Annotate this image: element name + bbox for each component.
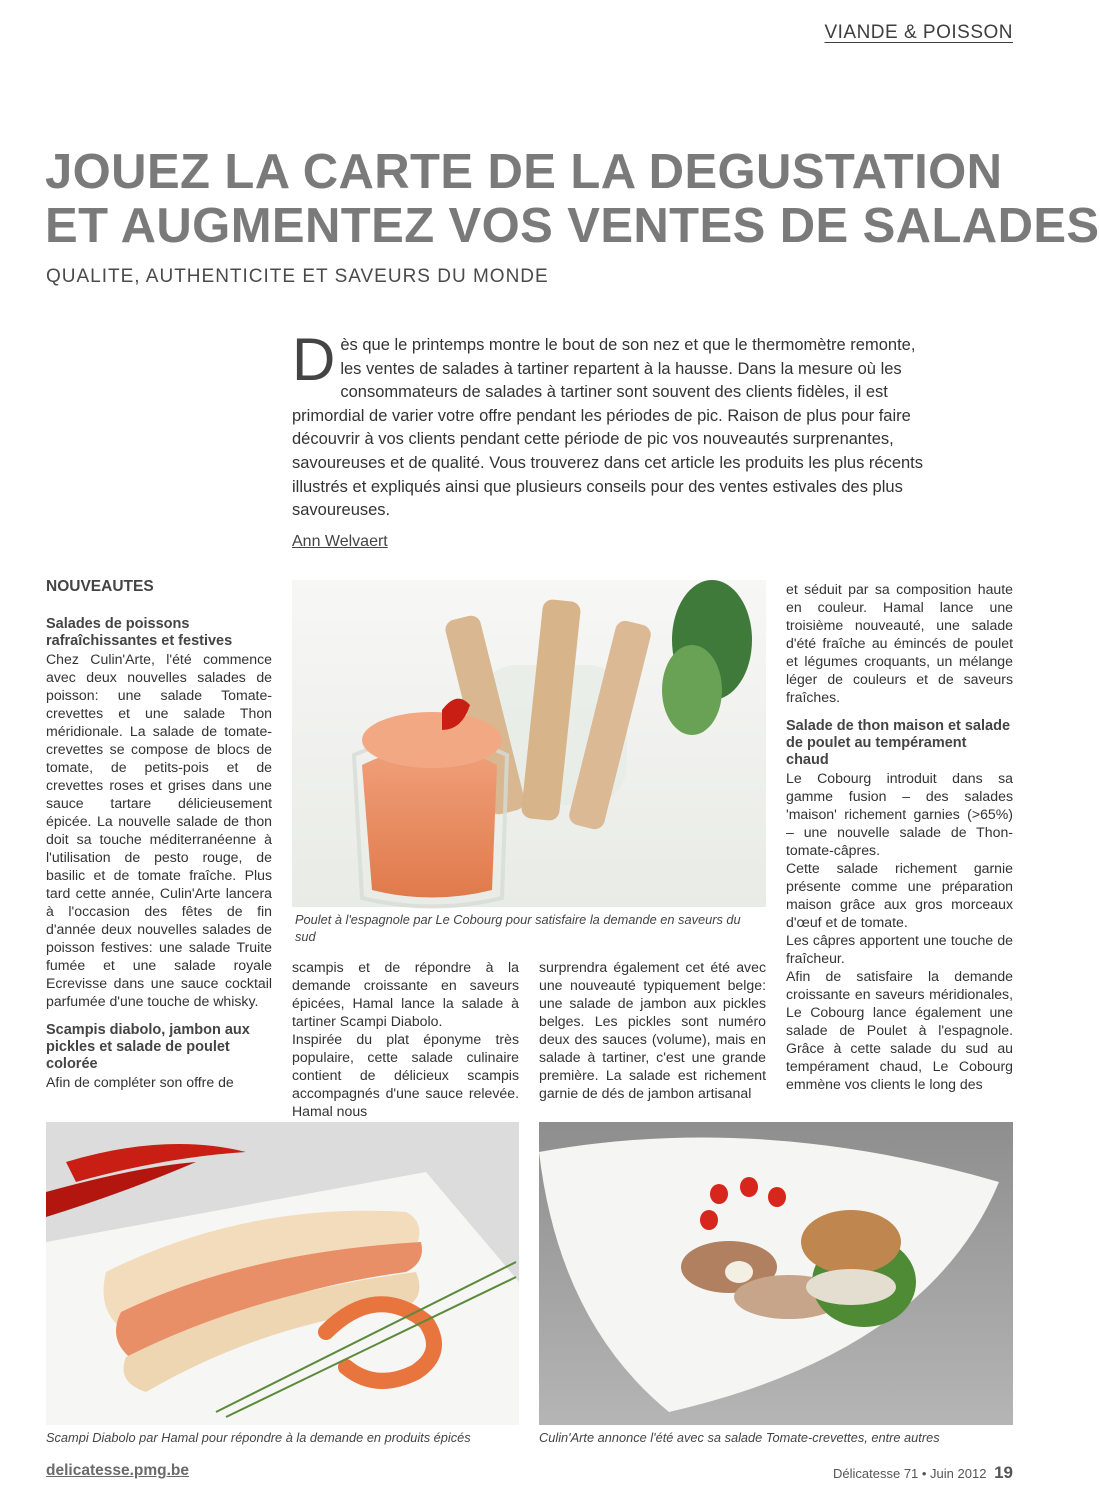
- paragraph: Inspirée du plat éponyme très populaire, cette salade culinaire contient de délicieux scampis accompagnés d'une sauce relevée. Hamal nous: [292, 1031, 519, 1119]
- paragraph: scampis et de répondre à la demande croissante en saveurs épicées, Hamal lance la salade à tartiner Scampi Diabolo.: [292, 959, 519, 1029]
- headline-line-1: JOUEZ LA CARTE DE LA DEGUSTATION: [45, 145, 1003, 199]
- column-4: [786, 580, 1013, 1104]
- caption-photo-top: Poulet à l'espagnole par Le Cobourg pour satisfaire la demande en saveurs du sud: [295, 912, 741, 944]
- subheading-scampis: Scampis diabolo, jambon aux pickles et salade de poulet colorée: [46, 1022, 250, 1072]
- caption-photo-bottom-right: Culin'Arte annonce l'été avec sa salade Tomate-crevettes, entre autres: [539, 1430, 940, 1445]
- column-3: [539, 958, 766, 1104]
- intro-text: ès que le printemps montre le bout de son nez et que le thermomètre remonte, les ventes de salades à tartiner repartent à la hausse. Dans la mesure où les consommateurs de salades à tartiner sont souvent des clients fidèles, il est primordial de varier votre offre pendant les périodes de pic. Raison de plus pour faire découvrir à vos clients pendant cette période de pic vos nouveautés surprenantes, savoureuses et de qualité. Vous trouverez dans cet article les produits les plus récents illustrés et expliqués ainsi que plusieurs conseils pour des ventes estivales des plus savoureuses.: [292, 336, 924, 520]
- paragraph: Cette salade richement garnie présente comme une préparation maison grâce aux gros morceaux d'œuf et de tomate.: [786, 860, 1013, 930]
- drop-cap: D: [292, 326, 336, 393]
- subheading-fish-salads: Salades de poissons rafraîchissantes et festives: [46, 616, 233, 649]
- column-1: [46, 578, 272, 1104]
- paragraph: et séduit par sa composition haute en couleur. Hamal lance une troisième nouveauté, une salade d'été fraîche au émincés de poulet et légumes croquants, un mélange léger de couleurs et de saveurs fraîches.: [786, 581, 1013, 705]
- photo-poulet-espagnole: [292, 580, 766, 907]
- photo-tomate-crevettes: [539, 1122, 1013, 1425]
- page-number: 19: [994, 1463, 1013, 1482]
- paragraph: Les câpres apportent une touche de fraîcheur.: [786, 932, 1013, 966]
- subheadline: QUALITE, AUTHENTICITE ET SAVEURS DU MONDE: [46, 266, 549, 287]
- footer-issue: Délicatesse 71 • Juin 2012: [833, 1466, 987, 1481]
- paragraph: surprendra également cet été avec une nouveauté typiquement belge: une salade de jambon aux pickles belges. Les pickles sont numéro deux des sauces (volume), mais en salade à tartiner, c'est une grande première. La salade est richement garnie de dés de jambon artisanal: [539, 959, 766, 1101]
- photo-scampi-diabolo-illustration: [46, 1122, 519, 1425]
- photo-tomate-crevettes-illustration: [539, 1122, 1013, 1425]
- intro-paragraph: [292, 326, 932, 523]
- section-tag: VIANDE & POISSON: [824, 22, 1013, 43]
- footer-website-link[interactable]: delicatesse.pmg.be: [46, 1462, 190, 1479]
- paragraph: Afin de compléter son offre de: [46, 1074, 234, 1090]
- caption-photo-bottom-left: Scampi Diabolo par Hamal pour répondre à la demande en produits épicés: [46, 1430, 471, 1445]
- photo-scampi-diabolo: [46, 1122, 519, 1425]
- column-2: [292, 958, 519, 1119]
- headline: [45, 145, 1100, 253]
- paragraph: Le Cobourg introduit dans sa gamme fusion – des salades 'maison' richement garnies (>65%) – une nouvelle salade de Thon-tomate-câpres.: [786, 770, 1013, 858]
- headline-line-2: ET AUGMENTEZ VOS VENTES DE SALADES: [45, 199, 1100, 253]
- subheading-thon-poulet: Salade de thon maison et salade de poulet au tempérament chaud: [786, 718, 1011, 768]
- author-byline[interactable]: Ann Welvaert: [292, 533, 388, 550]
- section-heading: NOUVEAUTES: [46, 578, 154, 595]
- paragraph: Chez Culin'Arte, l'été commence avec deux nouvelles salades de poisson: une salade Tomate-crevettes et une salade Thon méridionale. La salade de tomate-crevettes se compose de blocs de tomate, de petits-pois et de crevettes roses et grises dans une sauce tartare délicieusement épicée. La nouvelle salade de thon doit sa touche méditerranéenne à l'utilisation de pesto rouge, de basilic et de tomate fraîche. Plus tard cette année, Culin'Arte lancera à l'occasion des fêtes de fin d'année deux nouvelles salades de poisson festives: une salade Truite fumée et une salade royale Ecrevisse dans une sauce cocktail parfumée d'une touche de whisky.: [46, 651, 272, 1009]
- paragraph: Afin de satisfaire la demande croissante en saveurs méridionales, Le Cobourg lance également une salade de Poulet à l'espagnole. Grâce à cette salade du sud au tempérament chaud, Le Cobourg emmène vos clients le long des: [786, 968, 1013, 1092]
- photo-poulet-espagnole-illustration: [292, 580, 766, 907]
- footer-issue-info: [833, 1463, 1013, 1483]
